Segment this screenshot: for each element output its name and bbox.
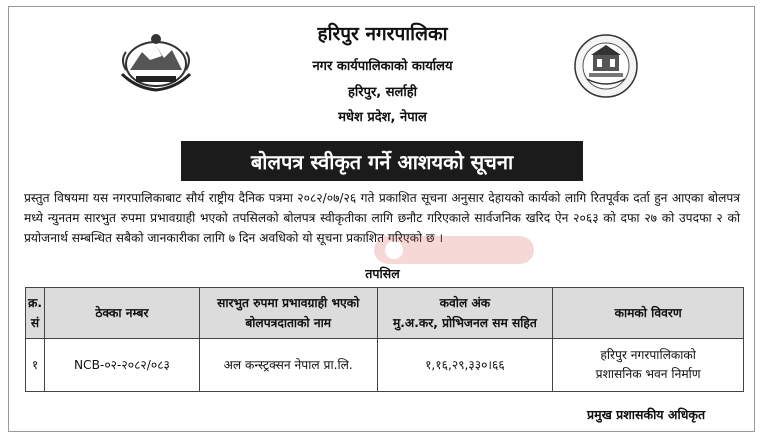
cell-work-desc (553, 339, 744, 392)
cell-bidder: अल कन्स्ट्रक्सन नेपाल प्रा.लि. (199, 339, 377, 392)
col-header-amount (377, 288, 553, 339)
table-heading: तपसिल (365, 266, 400, 281)
signatory-title: प्रमुख प्रशासकीय अधिकृत (587, 407, 706, 422)
col-header-contract-no: ठेक्का नम्बर (44, 288, 199, 339)
col-header-bidder-line1: सारभुत रुपमा प्रभावग्राही भएको (217, 296, 360, 310)
cell-contract-no: NCB-०२-२०८२/०८३ (44, 339, 199, 392)
col-header-sn-line1: क्र. (27, 296, 42, 310)
office-name: नगर कार्यपालिकाको कार्यालय (312, 59, 453, 74)
col-header-work-desc: कामको विवरण (553, 288, 744, 339)
notice-body: प्रस्तुत विषयमा यस नगरपालिकाबाट सौर्य राष्ट्रीय दैनिक पत्रमा २०८२/०७/२६ गते प्रकाशित सूचना अनुसार देहायको कार्यको लागि रितपूर्वक दर्ता हुन आएका बोलपत्र मध्ये न्युनतम सारभुत रुपमा प्रभावग्राही भएको तपसिलको बोलपत्र स्वीकृतीका लागि छनौट गरिएकाले सार्वजनिक खरिद ऐन २०६३ को दफा २७ को उपदफा २ को प्रयोजनार्थ सम्बन्धित सबैको जानकारीका लागि ७ दिन अवधिको यो सूचना प्रकाशित गरिएको छ । (24, 191, 740, 245)
col-header-bidder (199, 288, 377, 339)
col-header-amount-line1: कवोल अंक (439, 296, 491, 310)
province-name: मधेश प्रदेश, नेपाल (338, 110, 427, 125)
cell-sn: १ (26, 339, 45, 392)
cell-work-desc-line1: हरिपुर नगरपालिकाको (600, 348, 696, 362)
col-header-sn (26, 288, 45, 339)
bid-table (25, 287, 744, 392)
cell-work-desc-line2: प्रशासनिक भवन निर्माण (595, 367, 701, 381)
office-location: हरिपुर, सर्लाही (348, 85, 417, 100)
cell-amount: १,१६,२९,३३०।६६ (377, 339, 553, 392)
table-header-row (26, 288, 744, 339)
notice-title: बोलपत्र स्वीकृत गर्ने आशयको सूचना (181, 141, 583, 181)
col-header-bidder-line2: बोलपत्रदाताको नाम (245, 316, 332, 330)
col-header-amount-line2: मु.अ.कर, प्रोभिजनल सम सहित (393, 316, 537, 330)
col-header-sn-line2: सं (30, 316, 40, 330)
municipality-name: हरिपुर नगरपालिका (317, 23, 448, 45)
table-row (26, 339, 744, 392)
